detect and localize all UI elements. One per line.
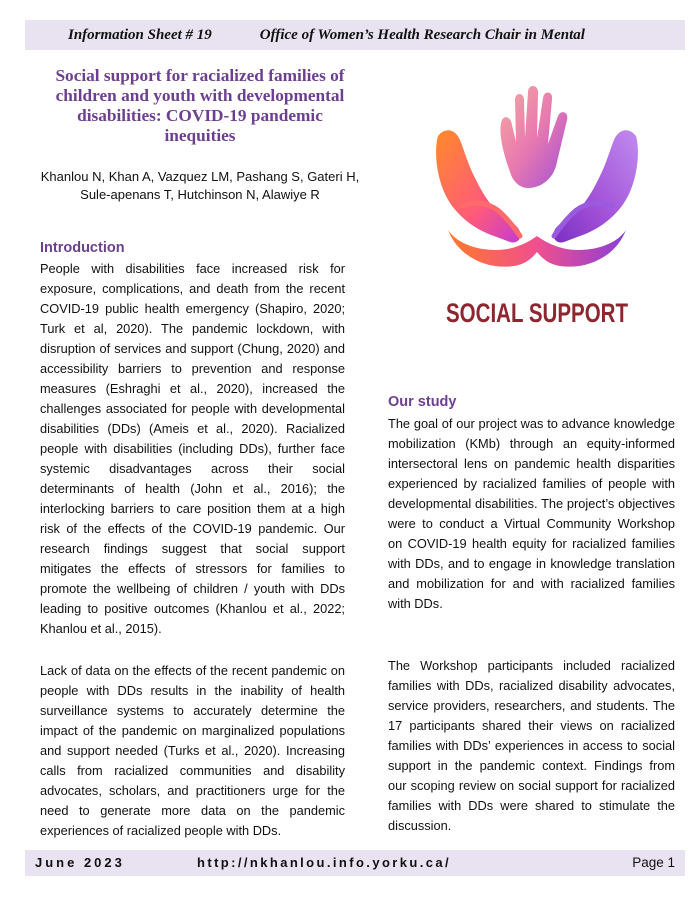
introduction-heading: Introduction xyxy=(40,240,125,256)
raised-hand-icon xyxy=(500,86,567,188)
cradling-hands-icon xyxy=(448,230,626,267)
document-title: Social support for racialized families of children and youth with developmental disabilities: COVID-19 pandemic inequities xyxy=(55,66,345,145)
introduction-paragraph-1: People with disabilities face increased risk for exposure, complications, and death from the recent COVID-19 public health emergency (Shapiro, 2020; Turk et al, 2020). The pandemic lockdown, with disruption of services and support (Chung, 2020) and accessibility barriers to prevention and response measures (Eshraghi et al., 2020), increased the challenges associated for people with developmental disabilities (DDs) (Ameis et al., 2020). Racialized people with disabilities (including DDs), further face systemic disadvantages across their social determinants of health (John et al., 2016); the interlocking barriers to care position them at a high risk of the effects of the COVID-19 pandemic. Our research findings suggest that social support mitigates the effects of stressors for families to promote the wellbeing of children / youth with DDs leading to positive outcomes (Khanlou et al., 2022; Khanlou et al., 2015). xyxy=(40,261,345,636)
right-hand-icon xyxy=(554,130,638,242)
footer-url[interactable]: http://nkhanlou.info.yorku.ca/ xyxy=(197,855,451,870)
study-heading: Our study xyxy=(388,394,457,410)
page-number: Page 1 xyxy=(632,855,675,870)
logo-text: SOCIAL SUPPORT xyxy=(446,298,629,328)
footer-date: June 2023 xyxy=(35,855,125,870)
header-bar xyxy=(25,20,685,50)
introduction-paragraph-2: Lack of data on the effects of the recent pandemic on people with DDs results in the inability of health surveillance systems to accurately determine the impact of the pandemic on marginalized populations and support needed (Turks et al., 2020). Increasing calls from racialized communities and disability advocates, scholars, and practitioners urge for the need to generate more data on the pandemic experiences of racialized people with DDs. xyxy=(40,663,345,838)
study-paragraph-1: The goal of our project was to advance knowledge mobilization (KMb) through an equity-informed intersectoral lens on pandemic health disparities experienced by racialized families of people with developmental disabilities. The project’s objectives were to conduct a Virtual Community Workshop on COVID-19 health equity for racialized families with DDs, and to engage in knowledge translation and mobilization for and with racialized families with DDs. xyxy=(388,416,675,611)
sheet-number: Information Sheet # 19 xyxy=(68,26,212,43)
study-paragraph-2: The Workshop participants included racialized families with DDs, racialized disability advocates, service providers, researchers, and students. The 17 participants shared their views on racialized families with DDs’ experiences in access to social support in the pandemic context. Findings from our scoping review on social support for racialized families with DDs were shared to stimulate the discussion. xyxy=(388,658,675,833)
office-name: Office of Women’s Health Research Chair in Mental xyxy=(259,26,585,43)
social-support-logo xyxy=(432,80,642,335)
footer-bar xyxy=(25,850,685,876)
author-list: Khanlou N, Khan A, Vazquez LM, Pashang S, Gateri H, Sule-apenans T, Hutchinson N, Alawiye R xyxy=(40,169,360,202)
